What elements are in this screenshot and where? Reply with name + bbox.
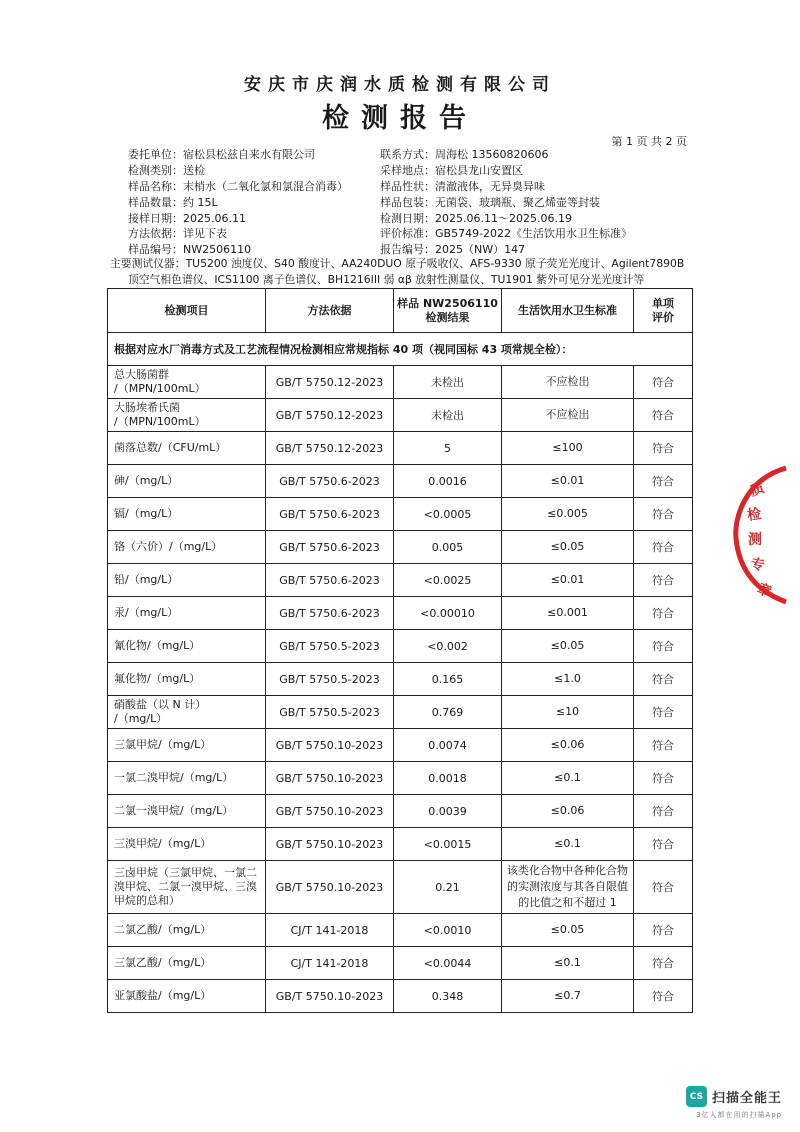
info-value: 末梢水（二氧化氯和氯混合消毒） [183, 179, 348, 193]
info-label: 方法依据： [128, 227, 183, 241]
instruments-line-1: 主要测试仪器：TU5200 浊度仪、S40 酸度计、AA240DUO 原子吸收仪、AFS-9330 原子荧光光度计、Agilent7890B [110, 257, 685, 270]
cell-standard: ≤0.1 [502, 947, 634, 980]
cell-item: 氟化物/（mg/L） [108, 663, 266, 696]
cell-eval: 符合 [634, 663, 693, 696]
table-row [108, 696, 693, 729]
table-row [108, 980, 693, 1013]
table-row [108, 663, 693, 696]
info-row [128, 226, 698, 242]
info-label: 样品包装： [380, 195, 435, 209]
cell-standard: ≤0.7 [502, 980, 634, 1013]
cell-result: <0.002 [394, 630, 502, 663]
info-label: 样品编号： [128, 243, 183, 257]
info-value: 无菌袋、玻璃瓶、聚乙烯壶等封装 [435, 195, 600, 209]
cell-result: 0.165 [394, 663, 502, 696]
cell-eval: 符合 [634, 399, 693, 432]
cell-method: GB/T 5750.5-2023 [266, 696, 394, 729]
cell-item: 二氯一溴甲烷/（mg/L） [108, 795, 266, 828]
cell-eval: 符合 [634, 980, 693, 1013]
camscanner-watermark [686, 1086, 782, 1107]
cell-eval: 符合 [634, 432, 693, 465]
cell-result: <0.0044 [394, 947, 502, 980]
cell-result: 未检出 [394, 366, 502, 399]
cell-item: 菌落总数/（CFU/mL） [108, 432, 266, 465]
info-field-left [128, 195, 380, 211]
table-row [108, 465, 693, 498]
cell-result: 0.769 [394, 696, 502, 729]
cell-method: GB/T 5750.6-2023 [266, 564, 394, 597]
cell-result: <0.0005 [394, 498, 502, 531]
table-note: 根据对应水厂消毒方式及工艺流程情况检测相应常规指标 40 项（视同国标 43 项常规全检）： [108, 333, 693, 366]
cell-eval: 符合 [634, 762, 693, 795]
red-seal-stamp [726, 460, 792, 610]
info-value: 宿松县松兹自来水有限公司 [183, 148, 315, 161]
cell-result: 0.0039 [394, 795, 502, 828]
cell-standard: ≤0.1 [502, 828, 634, 861]
info-field-right [380, 179, 545, 195]
cell-method: GB/T 5750.10-2023 [266, 980, 394, 1013]
table-row [108, 729, 693, 762]
info-label: 样品名称： [128, 179, 183, 193]
cell-item: 镉/（mg/L） [108, 498, 266, 531]
info-row [128, 147, 698, 163]
cell-method: GB/T 5750.6-2023 [266, 498, 394, 531]
cell-method: GB/T 5750.6-2023 [266, 465, 394, 498]
table-row [108, 947, 693, 980]
results-table [107, 288, 693, 1013]
cell-eval: 符合 [634, 564, 693, 597]
cell-method: GB/T 5750.10-2023 [266, 795, 394, 828]
table-header-row [108, 289, 693, 333]
header-result-sample: 样品 NW2506110 [397, 296, 498, 310]
header-item: 检测项目 [108, 289, 266, 333]
cell-result: <0.0025 [394, 564, 502, 597]
info-value: 2025（NW）147 [435, 243, 526, 257]
info-value: 宿松县龙山安置区 [435, 163, 523, 177]
cell-method: CJ/T 141-2018 [266, 947, 394, 980]
info-value: 送检 [183, 163, 205, 177]
cell-eval: 符合 [634, 828, 693, 861]
cell-eval: 符合 [634, 729, 693, 762]
svg-text:测: 测 [748, 532, 762, 548]
header-method: 方法依据 [266, 289, 394, 333]
cell-result: 0.0016 [394, 465, 502, 498]
cell-result: 未检出 [394, 399, 502, 432]
info-label: 接样日期： [128, 211, 183, 225]
svg-text:章: 章 [754, 580, 774, 601]
info-row [128, 195, 698, 211]
table-row [108, 531, 693, 564]
cell-item: 总大肠菌群 /（MPN/100mL） [108, 366, 266, 399]
sample-info [128, 147, 698, 258]
header-standard: 生活饮用水卫生标准 [502, 289, 634, 333]
cell-standard: 不应检出 [502, 366, 634, 399]
camscanner-name: 扫描全能王 [712, 1091, 783, 1106]
header-eval-line1: 单项 [652, 296, 674, 310]
cell-method: GB/T 5750.12-2023 [266, 399, 394, 432]
cell-standard: ≤0.05 [502, 531, 634, 564]
cell-result: <0.0010 [394, 914, 502, 947]
cell-item: 大肠埃希氏菌 /（MPN/100mL） [108, 399, 266, 432]
info-value: 详见下表 [183, 227, 227, 241]
info-field-right [380, 163, 523, 179]
table-row [108, 861, 693, 914]
info-row [128, 163, 698, 179]
svg-text:质: 质 [747, 479, 767, 500]
cell-standard: ≤0.001 [502, 597, 634, 630]
table-row [108, 597, 693, 630]
cell-result: 0.0018 [394, 762, 502, 795]
cell-eval: 符合 [634, 795, 693, 828]
page-indicator: 第 1 页 共 2 页 [611, 135, 687, 148]
report-title: 检测报告 [322, 103, 478, 134]
info-label: 样品性状： [380, 179, 435, 193]
cell-item: 二氯乙酸/（mg/L） [108, 914, 266, 947]
cell-standard: ≤1.0 [502, 663, 634, 696]
cell-standard: ≤0.1 [502, 762, 634, 795]
camscanner-logo-icon: CS [686, 1086, 707, 1107]
info-value: 2025.06.11 [183, 211, 246, 225]
instruments-list [110, 256, 695, 287]
header-eval [634, 289, 693, 333]
info-value: 约 15L [183, 195, 218, 209]
cell-item: 砷/（mg/L） [108, 465, 266, 498]
cell-eval: 符合 [634, 597, 693, 630]
header-eval-line2: 评价 [652, 310, 674, 324]
cell-eval: 符合 [634, 498, 693, 531]
cell-item: 三卤甲烷（三氯甲烷、一氯二溴甲烷、二氯一溴甲烷、三溴甲烷的总和） [108, 861, 266, 914]
table-row [108, 914, 693, 947]
cell-result: 5 [394, 432, 502, 465]
cell-result: <0.00010 [394, 597, 502, 630]
info-field-right [380, 195, 600, 211]
info-label: 检测类别： [128, 163, 183, 177]
cell-eval: 符合 [634, 465, 693, 498]
cell-item: 三氯乙酸/（mg/L） [108, 947, 266, 980]
cell-method: GB/T 5750.12-2023 [266, 432, 394, 465]
cell-standard: ≤0.05 [502, 914, 634, 947]
cell-eval: 符合 [634, 947, 693, 980]
cell-standard: 不应检出 [502, 399, 634, 432]
table-row [108, 366, 693, 399]
table-row [108, 828, 693, 861]
cell-method: GB/T 5750.5-2023 [266, 663, 394, 696]
info-field-left [128, 211, 380, 227]
cell-item: 三溴甲烷/（mg/L） [108, 828, 266, 861]
cell-standard: ≤0.06 [502, 795, 634, 828]
cell-result: 0.0074 [394, 729, 502, 762]
table-row [108, 498, 693, 531]
table-note-row [108, 333, 693, 366]
cell-item: 三氯甲烷/（mg/L） [108, 729, 266, 762]
cell-eval: 符合 [634, 696, 693, 729]
info-field-right [380, 211, 572, 227]
info-label: 报告编号： [380, 243, 435, 257]
cell-item: 铅/（mg/L） [108, 564, 266, 597]
table-row [108, 762, 693, 795]
cell-standard: ≤0.05 [502, 630, 634, 663]
table-row [108, 399, 693, 432]
info-value: 周海松 13560820606 [435, 148, 549, 161]
cell-result: 0.005 [394, 531, 502, 564]
info-field-left [128, 226, 380, 242]
info-field-left [128, 179, 380, 195]
info-field-left [128, 147, 380, 163]
cell-item: 一氯二溴甲烷/（mg/L） [108, 762, 266, 795]
cell-standard: ≤0.01 [502, 465, 634, 498]
cell-standard: 该类化合物中各种化合物的实测浓度与其各自限值的比值之和不超过 1 [502, 861, 634, 914]
cell-method: GB/T 5750.12-2023 [266, 366, 394, 399]
info-field-left [128, 163, 380, 179]
cell-method: CJ/T 141-2018 [266, 914, 394, 947]
cell-standard: ≤0.06 [502, 729, 634, 762]
table-row [108, 630, 693, 663]
table-row [108, 564, 693, 597]
cell-eval: 符合 [634, 531, 693, 564]
info-label: 检测日期： [380, 211, 435, 225]
info-label: 采样地点： [380, 163, 435, 177]
info-label: 委托单位： [128, 148, 183, 161]
cell-item: 硝酸盐（以 N 计） /（mg/L） [108, 696, 266, 729]
cell-result: 0.21 [394, 861, 502, 914]
info-field-right [380, 147, 548, 163]
company-name: 安庆市庆润水质检测有限公司 [244, 75, 556, 95]
cell-eval: 符合 [634, 914, 693, 947]
table-row [108, 432, 693, 465]
info-value: NW2506110 [183, 243, 252, 257]
header-result [394, 289, 502, 333]
cell-method: GB/T 5750.10-2023 [266, 729, 394, 762]
svg-text:检: 检 [746, 506, 763, 524]
cell-method: GB/T 5750.6-2023 [266, 597, 394, 630]
info-value: 清澈液体，无异臭异味 [435, 179, 545, 193]
cell-eval: 符合 [634, 861, 693, 914]
cell-method: GB/T 5750.5-2023 [266, 630, 394, 663]
cell-item: 汞/（mg/L） [108, 597, 266, 630]
cell-item: 氰化物/（mg/L） [108, 630, 266, 663]
info-row [128, 211, 698, 227]
cell-method: GB/T 5750.10-2023 [266, 861, 394, 914]
cell-result: <0.0015 [394, 828, 502, 861]
cell-method: GB/T 5750.6-2023 [266, 531, 394, 564]
cell-result: 0.348 [394, 980, 502, 1013]
info-value: 2025.06.11～2025.06.19 [435, 211, 572, 225]
info-row [128, 179, 698, 195]
cell-eval: 符合 [634, 366, 693, 399]
table-row [108, 795, 693, 828]
cell-item: 铬（六价）/（mg/L） [108, 531, 266, 564]
svg-text:专: 专 [749, 556, 766, 575]
cell-standard: ≤10 [502, 696, 634, 729]
info-value: GB5749-2022《生活饮用水卫生标准》 [435, 227, 633, 241]
cell-method: GB/T 5750.10-2023 [266, 762, 394, 795]
info-label: 样品数量： [128, 195, 183, 209]
camscanner-tagline: 3亿人都在用的扫描App [696, 1111, 783, 1119]
info-label: 联系方式： [380, 148, 435, 161]
cell-method: GB/T 5750.10-2023 [266, 828, 394, 861]
cell-standard: ≤0.01 [502, 564, 634, 597]
cell-standard: ≤100 [502, 432, 634, 465]
instruments-line-2: 顶空气相色谱仪、ICS1100 离子色谱仪、BH1216III 弱 αβ 放射性测量仪、TU1901 紫外可见分光光度计等 [128, 272, 645, 286]
cell-standard: ≤0.005 [502, 498, 634, 531]
cell-eval: 符合 [634, 630, 693, 663]
header-result-label: 检测结果 [425, 310, 470, 324]
info-field-right [380, 226, 632, 242]
cell-item: 亚氯酸盐/（mg/L） [108, 980, 266, 1013]
info-label: 评价标准： [380, 227, 435, 241]
